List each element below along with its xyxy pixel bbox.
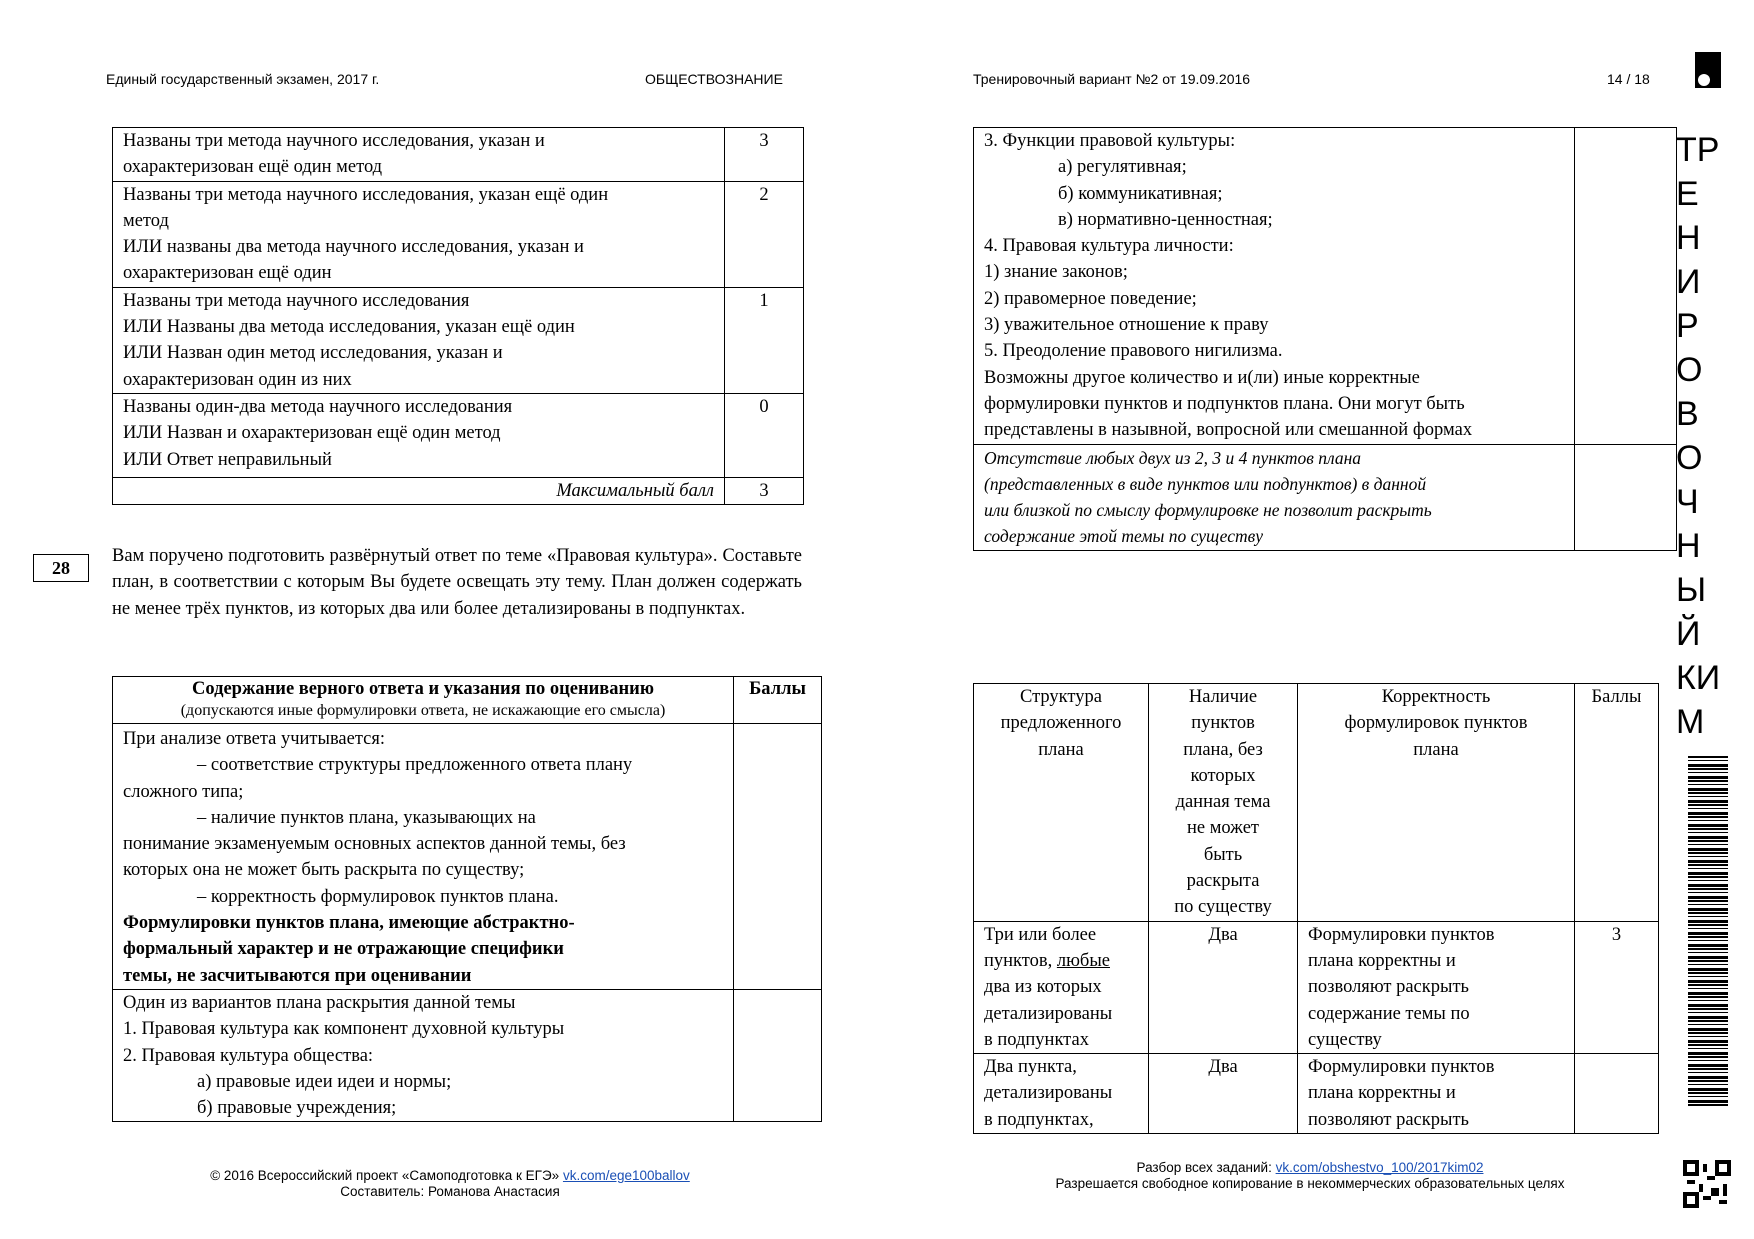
footer-review-label: Разбор всех заданий: [1136, 1160, 1272, 1175]
criteria-table [112, 676, 822, 1122]
criteria-analysis: При анализе ответа учитывается: – соответствие структуры предложенного ответа плану сложного типа; – наличие пунктов плана, указывающих на понимание экзаменуемым основных аспектов данной темы, без которых она не может быть раскрыта по существу; – корректность формулировок пунктов плана. Формулировки пунктов плана, имеющие абстрактно- формальный характер и не отражающие специфики темы, не засчитываются при оценивании [113, 724, 734, 990]
score-max-row [113, 477, 804, 504]
score-desc: Названы три метода научного исследования ИЛИ Названы два метода исследования, указан ещё один ИЛИ Назван один метод исследования, указан и охарактеризован один из них [113, 287, 725, 393]
score-points: 3 [725, 128, 804, 182]
exam-title: Единый государственный экзамен, 2017 г. [106, 71, 380, 87]
score-points: 0 [725, 393, 804, 477]
subject-title: ОБЩЕСТВОЗНАНИЕ [645, 71, 783, 87]
criteria-plan-row [113, 989, 822, 1121]
score-desc: Названы три метода научного исследования, указан и охарактеризован ещё один метод [113, 128, 725, 182]
score-points: 1 [725, 287, 804, 393]
footer-copy-note: Разрешается свободное копирование в некоммерческих образовательных целях [1055, 1176, 1565, 1191]
score-table [112, 127, 804, 505]
criteria-analysis-points [734, 724, 822, 990]
criteria-header-sub: (допускаются иные формулировки ответа, не искажающие его смысла) [180, 702, 666, 719]
score-row-2 [113, 181, 804, 287]
criteria-header-row [113, 677, 822, 724]
footer-left [180, 1168, 720, 1200]
points-cell [1575, 1054, 1659, 1134]
structure-header-row [974, 684, 1659, 922]
criteria-plan: Один из вариантов плана раскрытия данной темы 1. Правовая культура как компонент духовной культуры 2. Правовая культура общества: а) правовые идеи идеи и нормы; б) правовые учреждения; [113, 989, 734, 1121]
task-number: 28 [33, 554, 89, 582]
criteria-plan-points [734, 989, 822, 1121]
footer-right [1020, 1160, 1600, 1192]
correctness-cell: Формулировки пунктов плана корректны и позволяют раскрыть содержание темы по существу [1298, 921, 1575, 1053]
structure-cell: Два пункта, детализированы в подпунктах, [974, 1054, 1149, 1134]
plan-content: 3. Функции правовой культуры: а) регулятивная; б) коммуникативная; в) нормативно-ценностная; 4. Правовая культура личности: 1) знание законов; 2) правомерное поведение; 3) уважительное отношение к праву 5. Преодоление правового нигилизма. Возможны другое количество и и(ли) иные корректные формулировки пунктов и подпунктов плана. Они могут быть представлены в назывной, вопросной или смешанной формах [974, 128, 1575, 445]
score-row-1 [113, 287, 804, 393]
structure-row-1 [974, 921, 1659, 1053]
qr-code-icon [1683, 1160, 1731, 1208]
max-score-value: 3 [725, 477, 804, 504]
correctness-cell: Формулировки пунктов плана корректны и позволяют раскрыть [1298, 1054, 1575, 1134]
footer-left-link[interactable]: vk.com/ege100ballov [562, 1168, 690, 1183]
score-row-3 [113, 128, 804, 182]
presence-cell: Два [1149, 1054, 1298, 1134]
structure-row-2 [974, 1054, 1659, 1134]
score-points: 2 [725, 181, 804, 287]
criteria-header-main: Содержание верного ответа и указания по оцениванию [192, 679, 654, 699]
structure-header-col2: Наличие пунктов плана, без которых данная тема не может быть раскрыта по существу [1149, 684, 1298, 922]
barcode-icon [1688, 756, 1728, 1106]
bold-note: Формулировки пунктов плана, имеющие абстрактно- формальный характер и не отражающие специфики темы, не засчитываются при оценивании [123, 913, 575, 986]
side-watermark-word: ТР Е Н И Р О В О Ч Н Ы Й КИ М [1676, 131, 1721, 741]
plan-italic-row [974, 444, 1677, 550]
criteria-header-points: Баллы [734, 677, 822, 724]
structure-table [973, 683, 1659, 1134]
criteria-analysis-row [113, 724, 822, 990]
plan-italic-points [1575, 444, 1677, 550]
structure-cell: Три или более пунктов, любые два из которых детализированы в подпунктах [974, 921, 1149, 1053]
score-desc: Названы один-два метода научного исследования ИЛИ Назван и охарактеризован ещё один метод ИЛИ Ответ неправильный [113, 393, 725, 477]
plan-table [973, 127, 1677, 551]
footer-right-link[interactable]: vk.com/obshestvo_100/2017kim02 [1275, 1160, 1484, 1175]
score-row-0 [113, 393, 804, 477]
structure-header-col3: Корректность формулировок пунктов плана [1298, 684, 1575, 922]
corner-marker-dot [1698, 74, 1710, 86]
page-number: 14 / 18 [1607, 71, 1650, 87]
task-text: Вам поручено подготовить развёрнутый ответ по теме «Правовая культура». Составьте план, в соответствии с которым Вы будете освещать эту тему. План должен содержать не менее трёх пунктов, из которых два или более детализированы в подпунктах. [112, 546, 802, 619]
presence-cell: Два [1149, 921, 1298, 1053]
criteria-header [113, 677, 734, 724]
variant-title: Тренировочный вариант №2 от 19.09.2016 [973, 71, 1251, 87]
structure-header-col1: Структура предложенного плана [974, 684, 1149, 922]
max-score-label: Максимальный балл [113, 477, 725, 504]
plan-content-row [974, 128, 1677, 445]
points-cell: 3 [1575, 921, 1659, 1053]
footer-copyright: © 2016 Всероссийский проект «Самоподготовка к ЕГЭ» [210, 1168, 560, 1183]
score-desc: Названы три метода научного исследования, указан ещё один метод ИЛИ названы два метода научного исследования, указан и охарактеризован ещё один [113, 181, 725, 287]
plan-content-points [1575, 128, 1677, 445]
footer-author: Составитель: Романова Анастасия [340, 1184, 560, 1199]
structure-header-col4: Баллы [1575, 684, 1659, 922]
plan-italic-note: Отсутствие любых двух из 2, 3 и 4 пунктов плана (представленных в виде пунктов или подпунктов) в данной или близкой по смыслу формулировке не позволит раскрыть содержание этой темы по существу [974, 444, 1575, 550]
